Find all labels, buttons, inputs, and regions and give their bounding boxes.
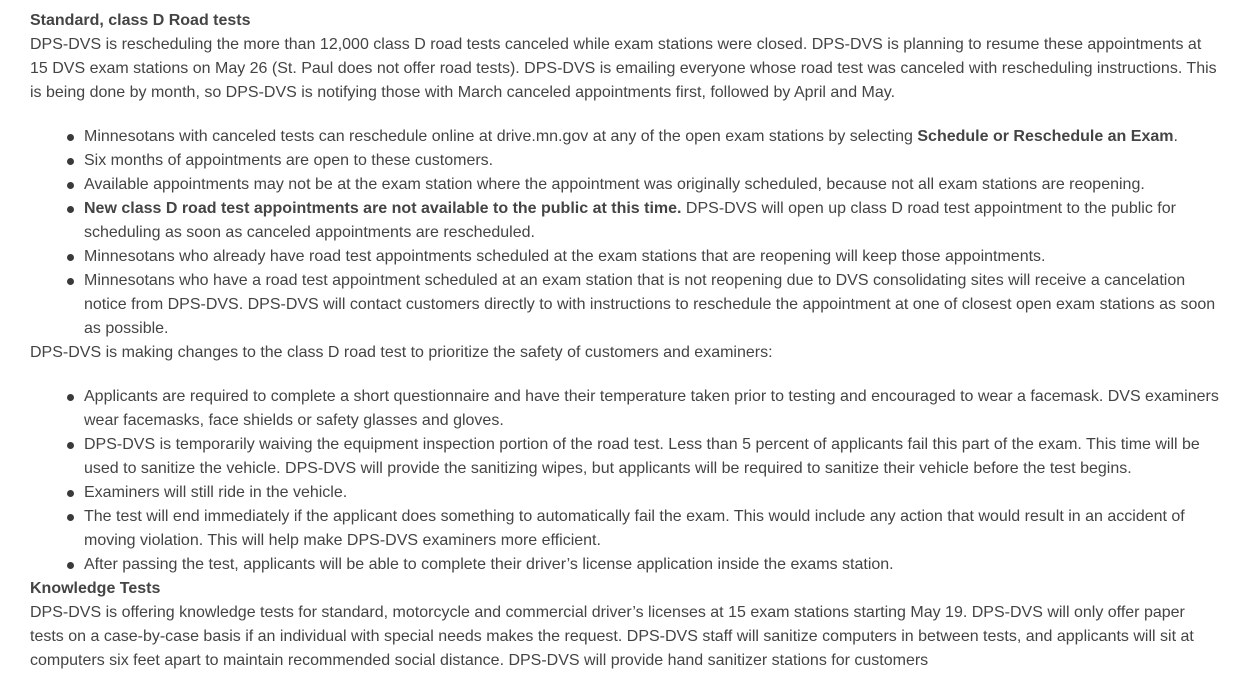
schedule-exam-emphasis: Schedule or Reschedule an Exam (917, 128, 1174, 145)
list-item: Minnesotans who have a road test appointment scheduled at an exam station that is not reopening due to DVS consolidating sites will receive a cancelation notice from DPS-DVS. DPS-DVS will contact customers directly to with instructions to reschedule the appointment at one of closest open exam stations as soon as possible. (84, 269, 1220, 341)
list-item: Applicants are required to complete a short questionnaire and have their temperature taken prior to testing and encouraged to wear a facemask. DVS examiners wear facemasks, face shields or safety glasses and gloves. (84, 385, 1220, 433)
safety-list (30, 385, 1220, 577)
list-item: Available appointments may not be at the exam station where the appointment was originally scheduled, because not all exam stations are reopening. (84, 173, 1220, 197)
knowledge-tests-heading: Knowledge Tests (30, 580, 161, 597)
safety-intro: DPS-DVS is making changes to the class D road test to prioritize the safety of customers and examiners: (30, 344, 773, 361)
list-item: The test will end immediately if the applicant does something to automatically fail the exam. This would include any action that would result in an accident of moving violation. This will help make DPS-DVS examiners more efficient. (84, 505, 1220, 553)
road-tests-intro: DPS-DVS is rescheduling the more than 12,000 class D road tests canceled while exam stations were closed. DPS-DVS is planning to resume these appointments at 15 DVS exam stations on May 26 (St. Paul does not offer road tests). DPS-DVS is emailing everyone whose road test was canceled with rescheduling instructions. This is being done by month, so DPS-DVS is notifying those with March canceled appointments first, followed by April and May. (30, 36, 1217, 101)
list-item: After passing the test, applicants will be able to complete their driver’s license application inside the exams station. (84, 553, 1220, 577)
list-item: Examiners will still ride in the vehicle. (84, 481, 1220, 505)
list-item: Minnesotans with canceled tests can reschedule online at drive.mn.gov at any of the open exam stations by selecting Schedule or Reschedule an Exam. (84, 125, 1220, 149)
list-item: Six months of appointments are open to these customers. (84, 149, 1220, 173)
list-item: Minnesotans who already have road test appointments scheduled at the exam stations that are reopening will keep those appointments. (84, 245, 1220, 269)
article-content (30, 9, 1220, 673)
knowledge-tests-body: DPS-DVS is offering knowledge tests for standard, motorcycle and commercial driver’s licenses at 15 exam stations starting May 19. DPS-DVS will only offer paper tests on a case-by-case basis if an individual with special needs makes the request. DPS-DVS staff will sanitize computers in between tests, and applicants will sit at computers six feet apart to maintain recommended social distance. DPS-DVS will provide hand sanitizer stations for customers (30, 604, 1194, 669)
list-item: DPS-DVS is temporarily waiving the equipment inspection portion of the road test. Less than 5 percent of applicants fail this part of the exam. This time will be used to sanitize the vehicle. DPS-DVS will provide the sanitizing wipes, but applicants will be required to sanitize their vehicle before the test begins. (84, 433, 1220, 481)
list-item: New class D road test appointments are not available to the public at this time. DPS-DVS will open up class D road test appointment to the public for scheduling as soon as canceled appointments are rescheduled. (84, 197, 1220, 245)
road-tests-heading: Standard, class D Road tests (30, 12, 251, 29)
not-available-emphasis: New class D road test appointments are not available to the public at this time. (84, 200, 682, 217)
road-tests-list (30, 125, 1220, 341)
